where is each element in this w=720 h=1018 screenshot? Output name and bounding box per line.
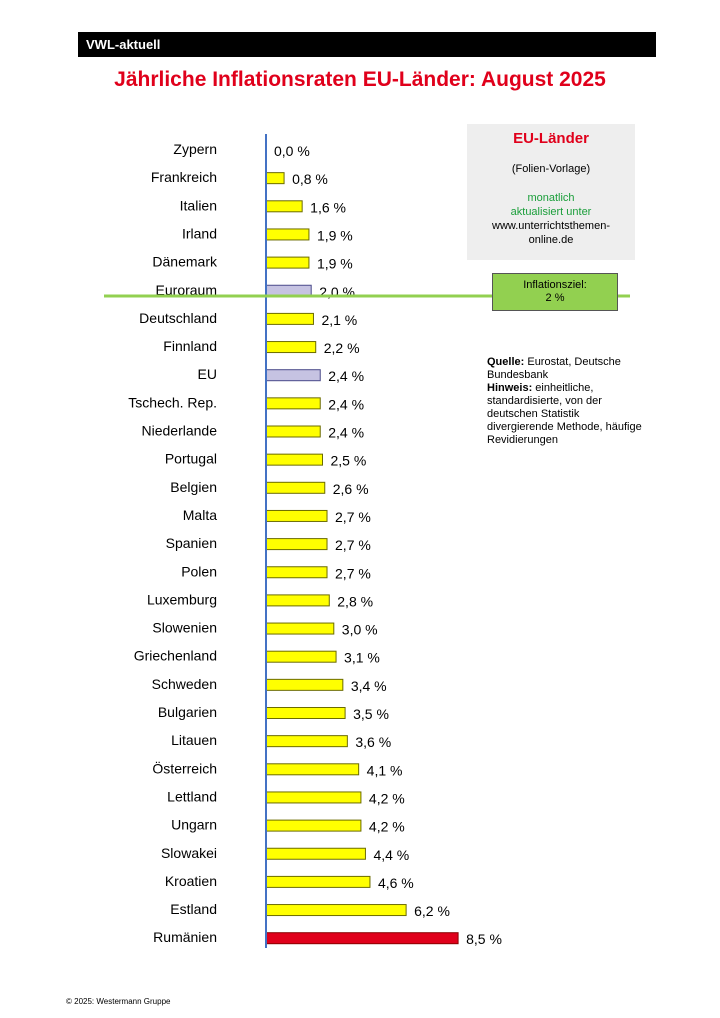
target-line-1: Inflationsziel:: [523, 279, 587, 291]
category-label: Euroraum: [155, 281, 217, 298]
category-label: Litauen: [171, 732, 217, 749]
category-label: Dänemark: [152, 253, 217, 270]
bar: [266, 398, 320, 409]
bar: [266, 370, 320, 381]
value-label: 3,6 %: [355, 734, 392, 751]
value-label: 2,7 %: [335, 565, 371, 582]
info-box-subtitle: (Folien-Vorlage): [511, 163, 591, 175]
category-label: Frankreich: [150, 169, 217, 186]
category-label: Lettland: [167, 788, 217, 805]
value-label: 0,0 %: [274, 143, 310, 159]
value-label: 2,7 %: [335, 508, 371, 525]
bar: [266, 792, 361, 803]
value-label: 6,2 %: [414, 903, 450, 920]
category-label: Italien: [179, 197, 217, 214]
bar: [266, 736, 347, 747]
bar: [266, 820, 361, 831]
category-label: Slowakei: [160, 844, 217, 861]
category-label: Polen: [181, 563, 217, 580]
target-line-2: 2 %: [545, 292, 565, 304]
category-label: Estland: [170, 901, 217, 918]
value-label: 2,4 %: [328, 368, 365, 385]
info-box-title: EU-Länder: [513, 130, 589, 147]
bar: [266, 257, 309, 268]
value-label: 3,5 %: [353, 706, 389, 722]
url-line-2: online.de: [528, 234, 574, 246]
category-label: Irland: [181, 225, 217, 242]
bar: [266, 876, 370, 887]
bar: [266, 313, 313, 324]
bar: [266, 848, 365, 859]
category-label: Deutschland: [139, 309, 217, 326]
source-label: Quelle:: [487, 356, 525, 368]
bar: [266, 201, 302, 212]
category-label: EU: [197, 366, 217, 383]
category-label: Slowenien: [152, 619, 217, 636]
category-label: Niederlande: [141, 422, 217, 439]
value-label: 4,2 %: [368, 818, 405, 835]
value-label: 2,5 %: [330, 452, 367, 469]
value-label: 3,0 %: [341, 621, 378, 638]
bar: [266, 173, 284, 184]
category-label: Tschech. Rep.: [128, 394, 217, 411]
info-box: [467, 124, 635, 260]
value-label: 8,5 %: [466, 931, 502, 948]
inflation-target-box: [492, 273, 618, 311]
value-label: 1,9 %: [316, 227, 353, 244]
category-label: Luxemburg: [146, 591, 217, 608]
value-label: 4,6 %: [377, 874, 414, 891]
value-label: 1,6 %: [310, 199, 346, 216]
value-label: 1,9 %: [316, 255, 353, 272]
value-label: 2,4 %: [328, 396, 365, 413]
bar: [266, 764, 359, 775]
value-label: 4,1 %: [366, 762, 403, 779]
bar: [266, 651, 336, 662]
value-label: 2,1 %: [321, 311, 358, 328]
value-label: 3,1 %: [344, 649, 380, 666]
bar: [266, 708, 345, 719]
bar: [266, 454, 323, 465]
category-label: Schweden: [151, 675, 217, 692]
source-note: [487, 356, 647, 447]
bar: [266, 623, 334, 634]
bar: [266, 426, 320, 437]
value-label: 4,4 %: [373, 846, 410, 863]
category-label: Rumänien: [153, 929, 217, 946]
url-line-1: www.unterrichtsthemen-: [492, 220, 610, 232]
source-text: Eurostat, Deutsche Bundesbank: [487, 356, 621, 381]
hint-label: Hinweis:: [487, 382, 533, 394]
category-label: Österreich: [152, 760, 217, 777]
value-label: 2,6 %: [332, 480, 369, 497]
value-label: 3,4 %: [350, 677, 387, 694]
bar: [266, 342, 316, 353]
bar: [266, 229, 309, 240]
category-label: Zypern: [173, 141, 217, 157]
info-box-update-note: [467, 191, 635, 219]
header-label: VWL-aktuell: [86, 37, 161, 52]
copyright-footer: © 2025: Westermann Gruppe: [66, 997, 171, 1006]
category-label: Malta: [182, 506, 217, 523]
category-label: Kroatien: [164, 872, 217, 889]
bar: [266, 482, 325, 493]
category-label: Spanien: [165, 535, 217, 552]
category-label: Finnland: [163, 338, 217, 355]
value-label: 2,0 %: [319, 283, 356, 300]
bar: [266, 539, 327, 550]
value-label: 4,2 %: [368, 790, 405, 807]
info-box-url: [467, 219, 635, 247]
category-label: Portugal: [164, 450, 217, 467]
value-label: 2,2 %: [323, 340, 360, 357]
value-label: 2,7 %: [335, 537, 371, 554]
update-line-1: monatlich: [527, 192, 575, 204]
bar: [266, 510, 327, 521]
bar: [266, 933, 458, 944]
update-line-2: aktualisiert unter: [510, 206, 592, 218]
value-label: 2,4 %: [328, 424, 365, 441]
value-label: 2,8 %: [337, 593, 374, 610]
chart-title: Jährliche Inflationsraten EU-Länder: August 2025: [114, 68, 606, 91]
category-label: Ungarn: [171, 816, 217, 833]
category-label: Belgien: [170, 478, 217, 495]
hint-text: einheitliche, standardisierte, von der deutschen Statistik divergierende Methode, häufige Revidierungen: [487, 382, 642, 446]
bar: [266, 595, 329, 606]
value-label: 0,8 %: [292, 171, 328, 188]
category-label: Bulgarien: [157, 704, 217, 720]
bar: [266, 679, 343, 690]
category-label: Griechenland: [133, 647, 217, 664]
bar: [266, 905, 406, 916]
bar: [266, 567, 327, 578]
